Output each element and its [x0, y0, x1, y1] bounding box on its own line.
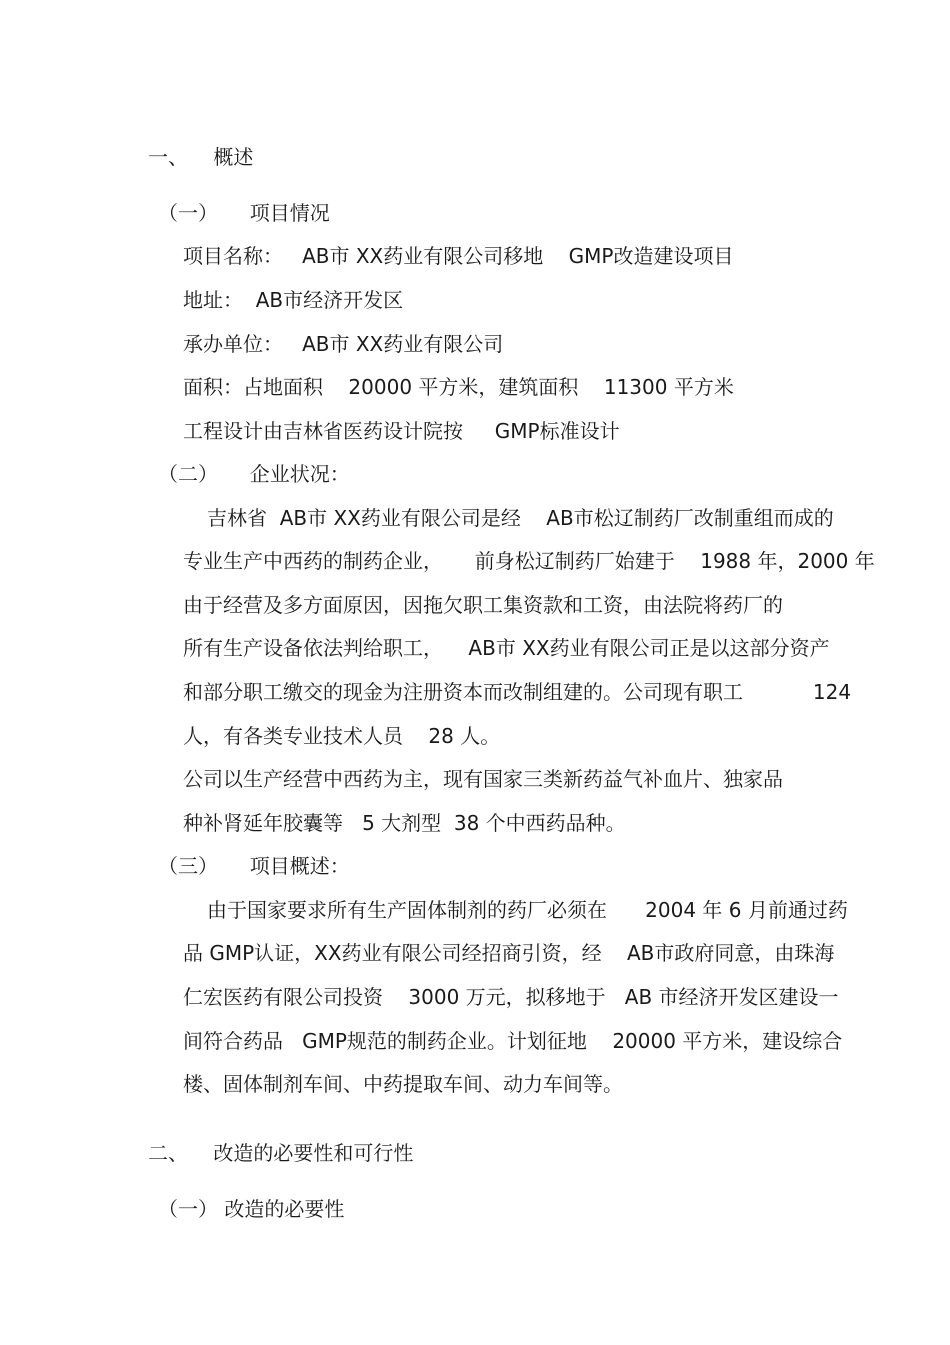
paragraph-line: 人，有各类专业技术人员 28 人。	[183, 724, 501, 748]
paragraph-line: 间符合药品 GMP规范的制药企业。计划征地 20000 平方米，建设综合	[183, 1029, 843, 1053]
paragraph-line: 和部分职工缴交的现金为注册资本而改制组建的。公司现有职工 124	[183, 680, 852, 704]
paragraph-line: 公司以生产经营中西药为主，现有国家三类新药益气补血片、独家品	[183, 767, 783, 791]
paragraph-line: 地址： AB市经济开发区	[183, 288, 404, 312]
paragraph-line: 吉林省 AB市 XX药业有限公司是经 AB市松辽制药厂改制重组而成的	[207, 506, 834, 530]
section-1-heading: 一、 概述	[148, 145, 254, 169]
subsection-1-1-heading: （一） 项目情况	[158, 201, 330, 225]
paragraph-line: 由于国家要求所有生产固体制剂的药厂必须在 2004 年 6 月前通过药	[207, 898, 848, 922]
paragraph-line: 承办单位： AB市 XX药业有限公司	[183, 332, 504, 356]
paragraph-line: 所有生产设备依法判给职工， AB市 XX药业有限公司正是以这部分资产	[183, 636, 830, 660]
paragraph-line: 由于经营及多方面原因，因拖欠职工集资款和工资，由法院将药厂的	[183, 593, 783, 617]
subsection-1-3-heading: （三） 项目概述：	[158, 854, 350, 878]
paragraph-line: 品 GMP认证，XX药业有限公司经招商引资，经 AB市政府同意，由珠海	[183, 941, 835, 965]
paragraph-line: 种补肾延年胶囊等 5 大剂型 38 个中西药品种。	[183, 811, 626, 835]
paragraph-line: 工程设计由吉林省医药设计院按 GMP标准设计	[183, 419, 620, 443]
paragraph-line: 项目名称： AB市 XX药业有限公司移地 GMP改造建设项目	[183, 244, 734, 268]
paragraph-line: 专业生产中西药的制药企业， 前身松辽制药厂始建于 1988 年，2000 年	[183, 549, 875, 573]
subsection-2-1-heading: （一） 改造的必要性	[158, 1197, 345, 1221]
paragraph-line: 面积：占地面积 20000 平方米，建筑面积 11300 平方米	[183, 375, 734, 399]
section-2-heading: 二、 改造的必要性和可行性	[148, 1141, 414, 1165]
paragraph-line: 楼、固体制剂车间、中药提取车间、动力车间等。	[183, 1072, 623, 1096]
paragraph-line: 仁宏医药有限公司投资 3000 万元，拟移地于 AB 市经济开发区建设一	[183, 985, 839, 1009]
subsection-1-2-heading: （二） 企业状况：	[158, 462, 350, 486]
